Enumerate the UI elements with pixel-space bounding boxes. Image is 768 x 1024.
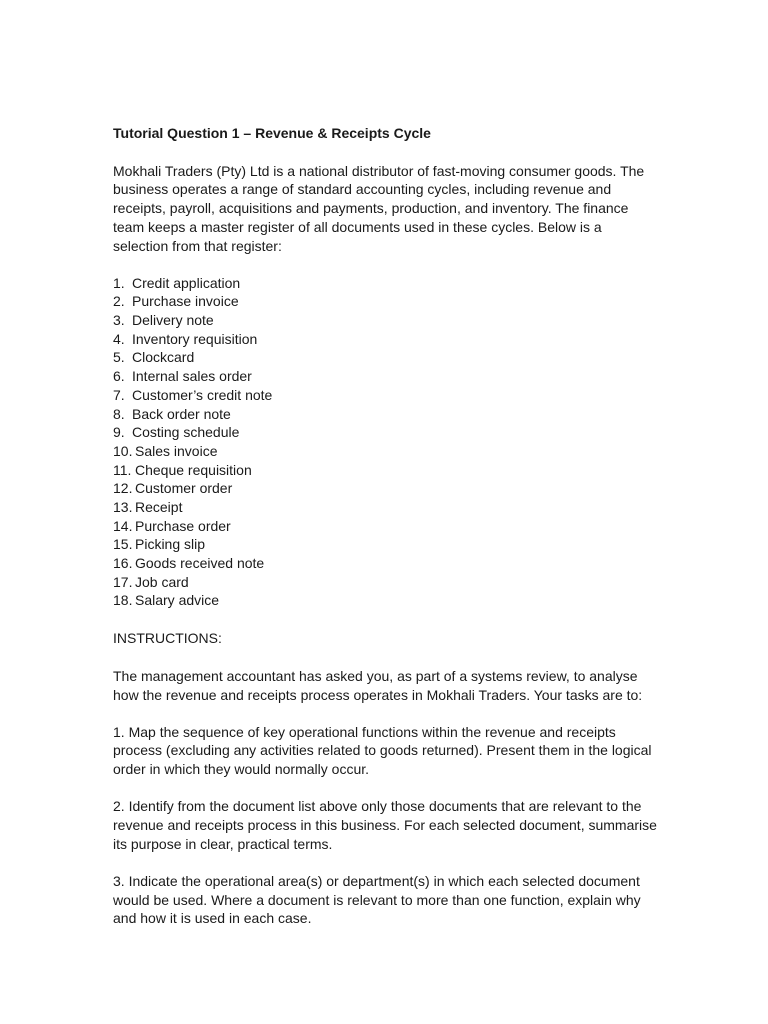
- list-item: 16. Goods received note: [113, 555, 265, 572]
- instructions-intro: The management accountant has asked you, as part of a systems review, to analyse how the revenue and receipts process operates in Mokhali Traders. Your tasks are to:: [113, 667, 643, 703]
- document-page: [113, 124, 658, 947]
- list-item: 5. Clockcard: [113, 349, 195, 366]
- list-item: 9. Costing schedule: [113, 424, 240, 441]
- list-item: 12. Customer order: [113, 480, 233, 497]
- task-paragraph: 1. Map the sequence of key operational functions within the revenue and receipts process (excluding any activities related to goods returned). Present them in the logical order in which they would normally occur.: [113, 723, 652, 778]
- list-item: 6. Internal sales order: [113, 368, 252, 385]
- list-item: 15. Picking slip: [113, 536, 206, 553]
- list-item: 10. Sales invoice: [113, 442, 218, 459]
- list-item: 14. Purchase order: [113, 517, 231, 534]
- intro-paragraph: Mokhali Traders (Pty) Ltd is a national distributor of fast-moving consumer goods. The business operates a range of standard accounting cycles, including revenue and receipts, payroll, acquisitions and payments, production, and inventory. The finance team keeps a master register of all documents used in these cycles. Below is a selection from that register:: [113, 162, 645, 254]
- task-paragraph: 3. Indicate the operational area(s) or department(s) in which each selected document would be used. Where a document is relevant to more than one function, explain why and how it is used in each case.: [113, 872, 641, 927]
- list-item: 7. Customer’s credit note: [113, 386, 273, 403]
- list-item: 1. Credit application: [113, 274, 241, 291]
- list-item: 11. Cheque requisition: [113, 461, 252, 478]
- document-title: Tutorial Question 1 – Revenue & Receipts Cycle: [113, 125, 431, 141]
- list-item: 8. Back order note: [113, 405, 231, 422]
- list-item: 3. Delivery note: [113, 312, 214, 329]
- task-paragraph: 2. Identify from the document list above only those documents that are relevant to the revenue and receipts process in this business. For each selected document, summarise its purpose in clear, practical terms.: [113, 798, 657, 852]
- list-item: 18. Salary advice: [113, 592, 220, 609]
- list-item: 2. Purchase invoice: [113, 293, 239, 310]
- list-item: 4. Inventory requisition: [113, 330, 258, 347]
- list-item: 13. Receipt: [113, 498, 183, 515]
- instructions-heading: INSTRUCTIONS:: [113, 630, 222, 647]
- list-item: 17. Job card: [113, 573, 189, 590]
- document-list: [113, 274, 658, 610]
